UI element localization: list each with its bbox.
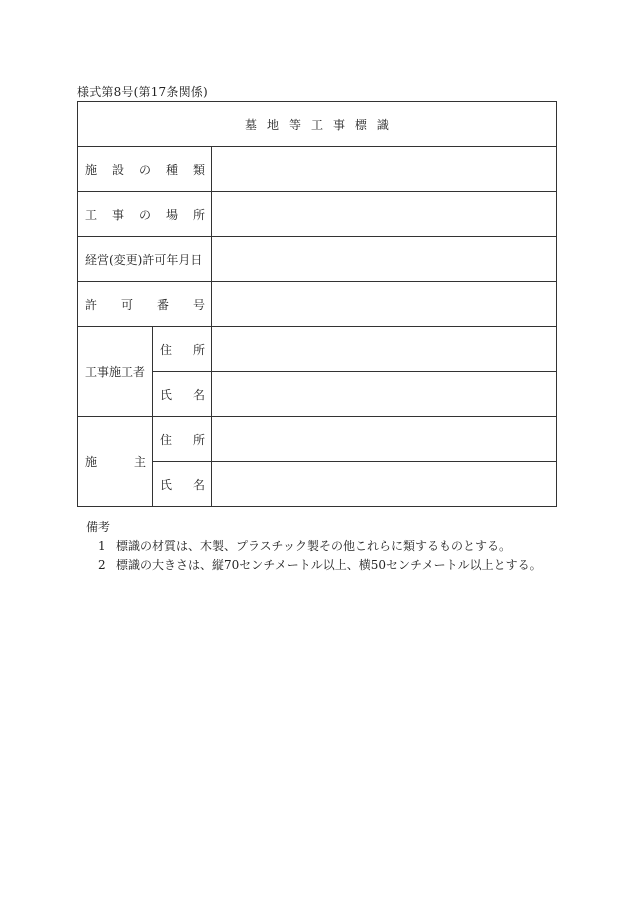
label-char: 所 bbox=[192, 432, 205, 447]
owner-address-label bbox=[153, 417, 212, 462]
work-location-label bbox=[78, 192, 212, 237]
label-char: 番 bbox=[156, 297, 169, 312]
owner-address-row bbox=[78, 417, 557, 462]
label-char: の bbox=[138, 207, 151, 222]
label-char: 主 bbox=[133, 455, 146, 469]
contractor-name-field[interactable] bbox=[212, 372, 557, 417]
label-char: 場 bbox=[165, 207, 178, 222]
contractor-label-text: 工事施工者 bbox=[85, 365, 146, 379]
title-char: 墓 bbox=[245, 117, 258, 132]
contractor-address-row bbox=[78, 327, 557, 372]
note-item bbox=[86, 537, 542, 556]
title-char: 識 bbox=[376, 117, 389, 132]
permit-number-row bbox=[78, 282, 557, 327]
facility-type-field[interactable] bbox=[212, 147, 557, 192]
permit-date-label-text: 経営(変更)許可年月日 bbox=[85, 252, 203, 267]
notes-section bbox=[86, 518, 542, 575]
permit-number-label bbox=[78, 282, 212, 327]
label-char: 住 bbox=[160, 432, 173, 447]
title-char: 標 bbox=[354, 117, 367, 132]
permit-date-row bbox=[78, 237, 557, 282]
note-text: 標識の材質は、木製、プラスチック製その他これらに類するものとする。 bbox=[116, 539, 512, 553]
owner-name-field[interactable] bbox=[212, 462, 557, 507]
notes-heading: 備考 bbox=[86, 520, 111, 534]
label-char: 名 bbox=[192, 477, 205, 492]
permit-date-label bbox=[78, 237, 212, 282]
owner-address-field[interactable] bbox=[212, 417, 557, 462]
label-char: 施 bbox=[85, 162, 98, 177]
contractor-name-label bbox=[153, 372, 212, 417]
label-char: 許 bbox=[85, 297, 98, 312]
title-char: 工 bbox=[310, 117, 323, 132]
title-char: 等 bbox=[288, 117, 301, 132]
sign-table bbox=[77, 101, 557, 507]
title-char: 事 bbox=[332, 117, 345, 132]
label-char: 種 bbox=[165, 162, 178, 177]
label-char: 工 bbox=[85, 207, 98, 222]
label-char: 氏 bbox=[160, 387, 173, 402]
note-text: 標識の大きさは、縦70センチメートル以上、横50センチメートル以上とする。 bbox=[116, 558, 542, 572]
contractor-address-label bbox=[153, 327, 212, 372]
facility-type-row bbox=[78, 147, 557, 192]
label-char: 号 bbox=[192, 297, 205, 312]
facility-type-label bbox=[78, 147, 212, 192]
contractor-label bbox=[78, 327, 153, 417]
label-char: 所 bbox=[192, 207, 205, 222]
form-number: 様式第8号(第17条関係) bbox=[77, 85, 208, 99]
sign-title bbox=[78, 102, 557, 147]
label-char: 施 bbox=[85, 455, 98, 469]
note-number: 2 bbox=[98, 558, 106, 572]
title-char: 地 bbox=[266, 117, 279, 132]
contractor-address-field[interactable] bbox=[212, 327, 557, 372]
label-char: 可 bbox=[120, 297, 133, 312]
label-char: 住 bbox=[160, 342, 173, 357]
owner-name-label bbox=[153, 462, 212, 507]
label-char: 類 bbox=[192, 162, 205, 177]
label-char: 設 bbox=[111, 162, 124, 177]
owner-label bbox=[78, 417, 153, 507]
label-char: の bbox=[138, 162, 151, 177]
label-char: 名 bbox=[192, 387, 205, 402]
permit-date-field[interactable] bbox=[212, 237, 557, 282]
note-number: 1 bbox=[98, 539, 106, 553]
label-char: 氏 bbox=[160, 477, 173, 492]
permit-number-field[interactable] bbox=[212, 282, 557, 327]
work-location-field[interactable] bbox=[212, 192, 557, 237]
label-char: 所 bbox=[192, 342, 205, 357]
work-location-row bbox=[78, 192, 557, 237]
label-char: 事 bbox=[111, 207, 124, 222]
title-row bbox=[78, 102, 557, 147]
note-item bbox=[86, 556, 542, 575]
